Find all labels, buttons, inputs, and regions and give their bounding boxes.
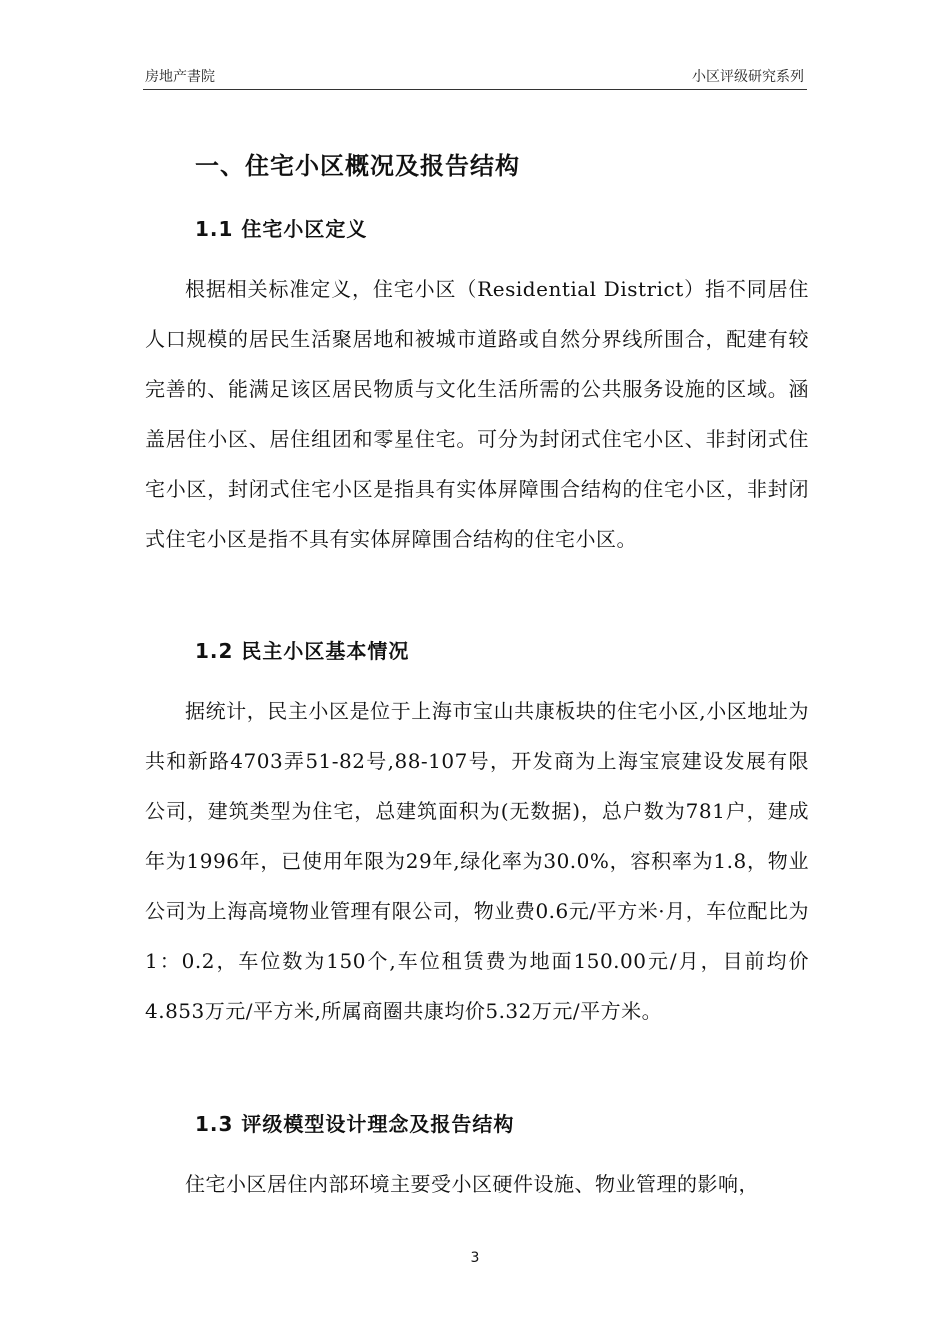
page-number: 3 (470, 1250, 480, 1266)
section-1-2-heading: 1.2 民主小区基本情况 (195, 639, 410, 663)
header-divider (143, 89, 807, 90)
section-1-2-paragraph: 据统计，民主小区是位于上海市宝山共康板块的住宅小区,小区地址为共和新路4703弄51-82号,88-107号，开发商为上海宝宸建设发展有限公司，建筑类型为住宅，总建筑面积为(无数据)，总户数为781户，建成年为1996年，已使用年限为29年,绿化率为30.0%，容积率为1.8，物业公司为上海高境物业管理有限公司，物业费0.6元/平方米·月，车位配比为1：0.2，车位数为150个,车位租赁费为地面150.00元/月，目前均价4.853万元/平方米,所属商圈共康均价5.32万元/平方米。 (145, 699, 809, 1023)
section-1-1-paragraph: 根据相关标准定义，住宅小区（Residential District）指不同居住人口规模的居民生活聚居地和被城市道路或自然分界线所围合，配建有较完善的、能满足该区居民物质与文化生活所需的公共服务设施的区域。涵盖居住小区、居住组团和零星住宅。可分为封闭式住宅小区、非封闭式住宅小区，封闭式住宅小区是指具有实体屏障围合结构的住宅小区，非封闭式住宅小区是指不具有实体屏障围合结构的住宅小区。 (145, 277, 809, 551)
header-publisher: 房地产書院 (145, 69, 215, 85)
section-1-heading: 一、住宅小区概况及报告结构 (195, 152, 520, 180)
section-1-1-heading: 1.1 住宅小区定义 (195, 217, 368, 241)
section-1-3-heading: 1.3 评级模型设计理念及报告结构 (195, 1112, 515, 1136)
section-1-3-paragraph: 住宅小区居住内部环境主要受小区硬件设施、物业管理的影响， (185, 1172, 759, 1196)
header-series-title: 小区评级研究系列 (692, 69, 804, 85)
